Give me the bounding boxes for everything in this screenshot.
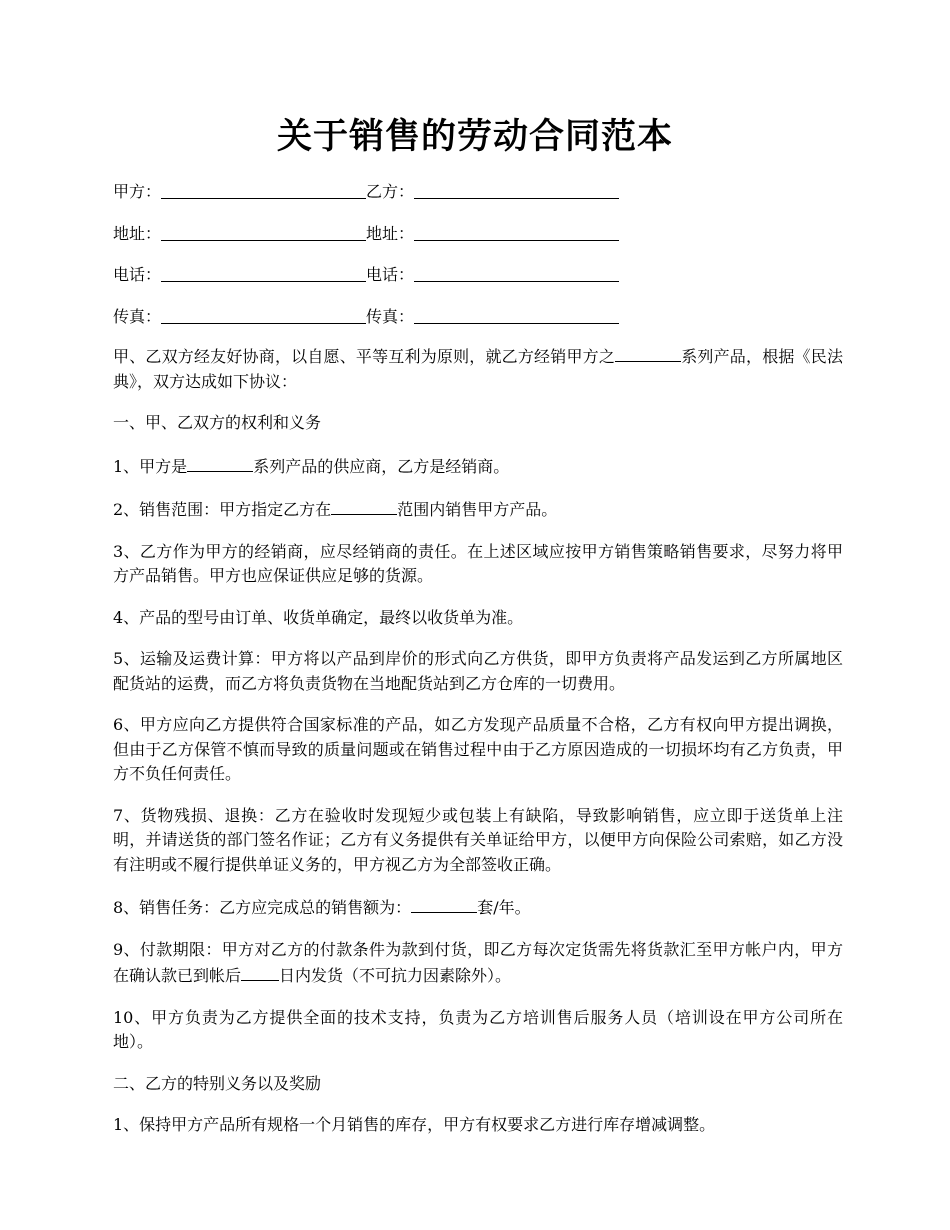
clause-1-1-before: 1、甲方是 xyxy=(113,456,188,476)
intro-paragraph xyxy=(113,343,843,394)
contract-body xyxy=(113,343,843,1155)
party-a-blank xyxy=(161,177,366,199)
clause-1-10: 10、甲方负责为乙方提供全面的技术支持，负责为乙方培训售后服务人员（培训设在甲方公司所在地）。 xyxy=(113,1007,843,1051)
sales-area-blank xyxy=(331,496,397,515)
party-b-address-blank xyxy=(414,219,619,241)
party-a-address-blank xyxy=(161,219,366,241)
party-a-fax-label: 传真： xyxy=(113,306,162,326)
party-b-phone-label: 电话： xyxy=(366,265,415,284)
section-2-heading: 二、乙方的特别义务以及奖励 xyxy=(113,1073,322,1093)
section-1-heading: 一、甲、乙双方的权利和义务 xyxy=(113,413,322,432)
party-a-phone-label: 电话： xyxy=(113,265,162,284)
party-a-address-label: 地址： xyxy=(113,223,162,243)
clause-1-9-before: 9、付款期限：甲方对乙方的付款条件为款到付货，即乙方每次定货需先将货款汇至甲方帐户内，甲方在确认款已到帐后 xyxy=(113,939,843,985)
party-b-label: 乙方： xyxy=(366,182,415,201)
intro-text-before: 甲、乙双方经友好协商，以自愿、平等互利为原则，就乙方经销甲方之 xyxy=(113,347,616,366)
clause-1-7: 7、货物残损、退换：乙方在验收时发现短少或包装上有缺陷，导致影响销售，应立即于送货单上注明，并请送货的部门签名作证；乙方有义务提供有关单证给甲方，以便甲方向保险公司索赔，如乙方没有注明或不履行提供单证义务的，甲方视乙方为全部签收正确。 xyxy=(113,805,843,874)
party-b-fax-blank xyxy=(414,302,619,324)
party-row-phone xyxy=(113,260,853,302)
clause-1-8-before: 8、销售任务：乙方应完成总的销售额为： xyxy=(113,898,412,917)
clause-1-3: 3、乙方作为甲方的经销商，应尽经销商的责任。在上述区域应按甲方销售策略销售要求，尽努力将甲方产品销售。甲方也应保证供应足够的货源。 xyxy=(113,541,843,585)
party-row-name xyxy=(113,177,853,219)
party-b-blank xyxy=(414,177,619,199)
clause-1-1 xyxy=(113,453,843,480)
clause-1-8 xyxy=(113,894,843,921)
clause-1-2-after: 范围内销售甲方产品。 xyxy=(397,500,558,519)
clause-1-2-before: 2、销售范围：甲方指定乙方在 xyxy=(113,500,332,519)
clause-2-1: 1、保持甲方产品所有规格一个月销售的库存，甲方有权要求乙方进行库存增减调整。 xyxy=(113,1115,716,1134)
party-a-phone-blank xyxy=(161,260,366,282)
party-row-fax xyxy=(113,302,853,344)
party-a-fax-blank xyxy=(161,302,366,324)
party-b-fax-label: 传真： xyxy=(366,306,415,326)
clause-1-8-after: 套/年。 xyxy=(477,898,531,917)
supplier-series-blank xyxy=(187,453,253,472)
product-series-blank xyxy=(615,343,681,362)
intro-text-after: 系列产品，根据《民法典》，双方达成如下协议： xyxy=(113,347,843,391)
party-b-phone-blank xyxy=(414,260,619,282)
sales-target-blank xyxy=(411,894,477,913)
clause-1-4: 4、产品的型号由订单、收货单确定，最终以收货单为准。 xyxy=(113,607,524,627)
party-info-fields xyxy=(113,177,853,343)
party-b-address-label: 地址： xyxy=(366,223,415,243)
clause-1-2 xyxy=(113,496,843,523)
clause-1-1-after: 系列产品的供应商，乙方是经销商。 xyxy=(253,456,510,476)
clause-1-5: 5、运输及运费计算：甲方将以产品到岸价的形式向乙方供货，即甲方负责将产品发运到乙方所属地区配货站的运费，而乙方将负责货物在当地配货站到乙方仓库的一切费用。 xyxy=(113,649,843,693)
party-a-label: 甲方： xyxy=(113,182,162,201)
clause-1-9 xyxy=(113,938,843,989)
party-row-address xyxy=(113,219,853,261)
delivery-days-blank xyxy=(241,962,279,981)
clause-1-6: 6、甲方应向乙方提供符合国家标准的产品，如乙方发现产品质量不合格，乙方有权向甲方提出调换，但由于乙方保管不慎而导致的质量问题或在销售过程中由于乙方原因造成的一切损坏均有乙方负责，甲方不负任何责任。 xyxy=(113,715,843,783)
clause-1-9-after: 日内发货（不可抗力因素除外）。 xyxy=(279,966,512,985)
document-title: 关于销售的劳动合同范本 xyxy=(276,116,673,157)
